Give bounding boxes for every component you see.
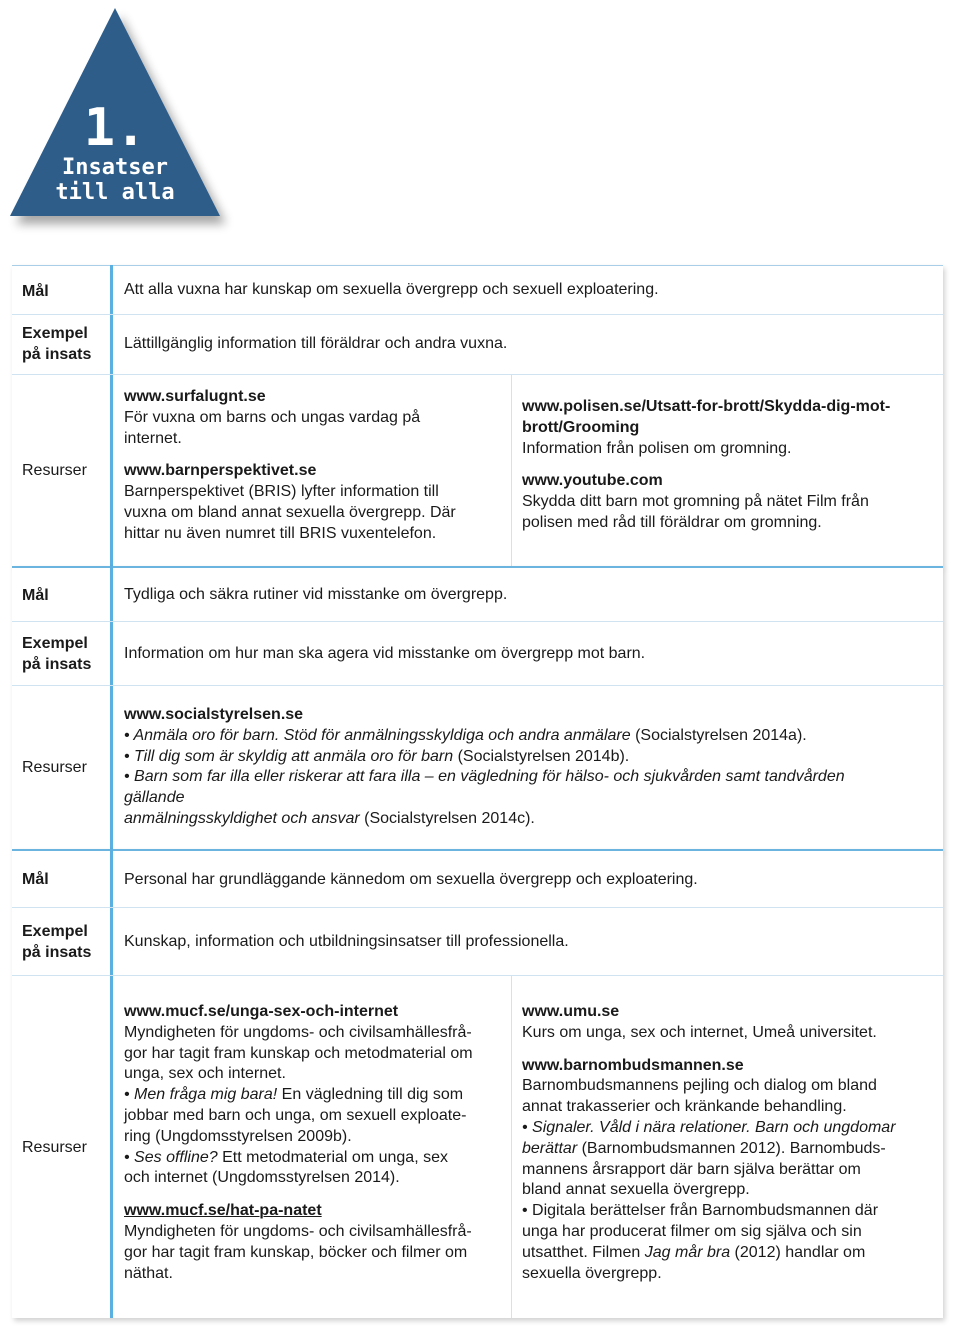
mal-label: Mål <box>22 283 49 300</box>
mal-text: Personal har grundläggande kännedom om sexuella övergrepp och exploatering. <box>124 871 698 888</box>
badge-number: 1. <box>83 98 147 158</box>
resource-link[interactable]: www.polisen.se/Utsatt-for-brott/Skydda-dig-mot- brott/Grooming <box>522 398 891 436</box>
resource-link[interactable]: www.umu.se <box>522 1003 620 1020</box>
resource-list-right: www.umu.se Kurs om unga, sex och internet, Umeå universitet. www.barnombudsmannen.se Barnombudsmannens pejling och dialog om bland annat trakasserier och kränkande behandling. • Signaler. Våld i nära relationer. Barn och ungdomar berättar (Barnombudsmannen 2012). Barnombuds- mannens årsrapport där barn själva berättar om bland annat sexuella övergrepp. • Digitala berättelser från Barnombudsmannen där unga har producerat filmer om sig själva och sin utsatthet. Filmen Jag mår bra (2012) handlar om sexuella övergrepp. <box>522 1002 937 1284</box>
exempel-label: Exempel på insats <box>22 325 92 363</box>
resource-list-left: www.mucf.se/unga-sex-och-internet Myndigheten för ungdoms- och civilsamhällesfrå- gor har tagit fram kunskap och metodmaterial om unga, sex och internet. • Men fråga mig bara! En vägledning till dig som jobbar med barn och unga, om sexuell exploate- ring (Ungdomsstyrelsen 2009b). • Ses offline? Ett metodmaterial om unga, sex och internet (Ungdomsstyrelsen 2014). www.mucf.se/hat-pa-natet Myndigheten för ungdoms- och civilsamhällesfrå- gor har tagit fram kunskap, böcker och filmer om näthat. <box>124 1002 509 1284</box>
exempel-text: Lättillgänglig information till föräldrar och andra vuxna. <box>124 335 508 352</box>
resource-link[interactable]: www.mucf.se/unga-sex-och-internet <box>124 1003 399 1020</box>
mal-text: Tydliga och säkra rutiner vid misstanke om övergrepp. <box>124 586 508 603</box>
resource-link[interactable]: www.surfalugnt.se <box>124 388 266 405</box>
exempel-label: Exempel på insats <box>22 923 92 961</box>
resurser-label: Resurser <box>22 462 87 479</box>
resource-link[interactable]: www.socialstyrelsen.se <box>124 706 304 723</box>
mal-label: Mål <box>22 871 49 888</box>
resource-list-left: www.surfalugnt.se För vuxna om barns och ungas vardag på internet. www.barnperspektivet.se Barnperspektivet (BRIS) lyfter information till vuxna om bland annat sexuella övergrepp. Där hittar nu även numret till BRIS vuxentelefon. <box>124 387 504 545</box>
mal-label: Mål <box>22 587 49 604</box>
resource-link[interactable]: www.barnombudsmannen.se <box>522 1056 744 1074</box>
resource-link[interactable]: www.barnperspektivet.se <box>124 462 317 480</box>
section-2 <box>12 566 943 850</box>
resurser-label: Resurser <box>22 759 87 776</box>
resource-link[interactable]: www.mucf.se/hat-pa-natet <box>124 1202 322 1220</box>
resource-list: www.socialstyrelsen.se • Anmäla oro för barn. Stöd för anmälningsskyldiga och andra anmälare (Socialstyrelsen 2014a). • Till dig som är skyldig att anmäla oro för barn (Socialstyrelsen 2014b). • Barn som far illa eller riskerar att fara illa – en vägledning för hälso- och sjukvården samt tandvården gällande anmälningsskyldighet och ansvar (Socialstyrelsen 2014c). <box>124 705 924 830</box>
resurser-label: Resurser <box>22 1139 87 1156</box>
exempel-text: Information om hur man ska agera vid misstanke om övergrepp mot barn. <box>124 645 646 662</box>
mal-text: Att alla vuxna har kunskap om sexuella övergrepp och sexuell exploatering. <box>124 281 659 298</box>
exempel-text: Kunskap, information och utbildningsinsatser till professionella. <box>124 933 569 950</box>
exempel-label: Exempel på insats <box>22 635 92 673</box>
resource-link[interactable]: www.youtube.com <box>522 472 663 490</box>
section-badge <box>0 0 260 240</box>
badge-title: Insatser till alla <box>55 155 175 205</box>
section-3 <box>12 849 943 1318</box>
section-1 <box>12 265 943 567</box>
resource-list-right: www.polisen.se/Utsatt-for-brott/Skydda-dig-mot- brott/Grooming Information från polisen om gromning. www.youtube.com Skydda ditt barn mot gromning på nätet Film från polisen med råd till föräldrar om gromning. <box>522 397 932 534</box>
